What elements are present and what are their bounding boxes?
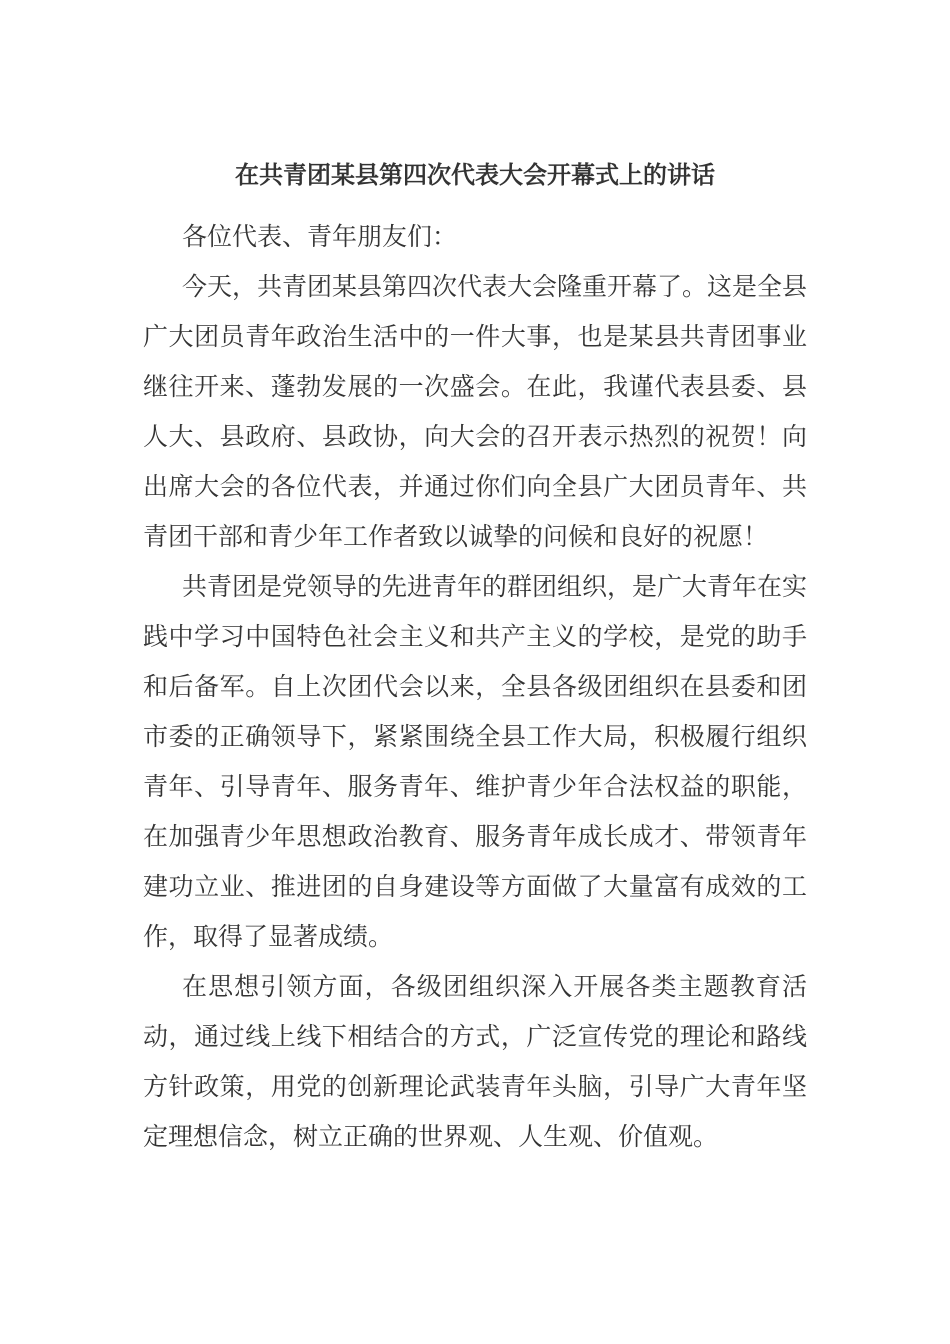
document-title: 在共青团某县第四次代表大会开幕式上的讲话 (235, 161, 715, 189)
paragraph-league-role: 共青团是党领导的先进青年的群团组织，是广大青年在实践中学习中国特色社会主义和共产主义的学校，是党的助手和后备军。自上次团代会以来，全县各级团组织在县委和团市委的正确领导下，紧紧围绕全县工作大局，积极履行组织青年、引导青年、服务青年、维护青少年合法权益的职能，在加强青少年思想政治教育、服务青年成长成才、带领青年建功立业、推进团的自身建设等方面做了大量富有成效的工作，取得了显著成绩。 (143, 572, 808, 951)
paragraph-opening: 今天，共青团某县第四次代表大会隆重开幕了。这是全县广大团员青年政治生活中的一件大事，也是某县共青团事业继往开来、蓬勃发展的一次盛会。在此，我谨代表县委、县人大、县政府、县政协，向大会的召开表示热烈的祝贺！向出席大会的各位代表，并通过你们向全县广大团员青年、共青团干部和青少年工作者致以诚挚的问候和良好的祝愿！ (143, 272, 808, 551)
salutation: 各位代表、青年朋友们： (182, 222, 458, 251)
document-body (143, 150, 807, 1162)
paragraph-ideological-guidance: 在思想引领方面，各级团组织深入开展各类主题教育活动，通过线上线下相结合的方式，广泛宣传党的理论和路线方针政策，用党的创新理论武装青年头脑，引导广大青年坚定理想信念，树立正确的世界观、人生观、价值观。 (143, 972, 807, 1151)
